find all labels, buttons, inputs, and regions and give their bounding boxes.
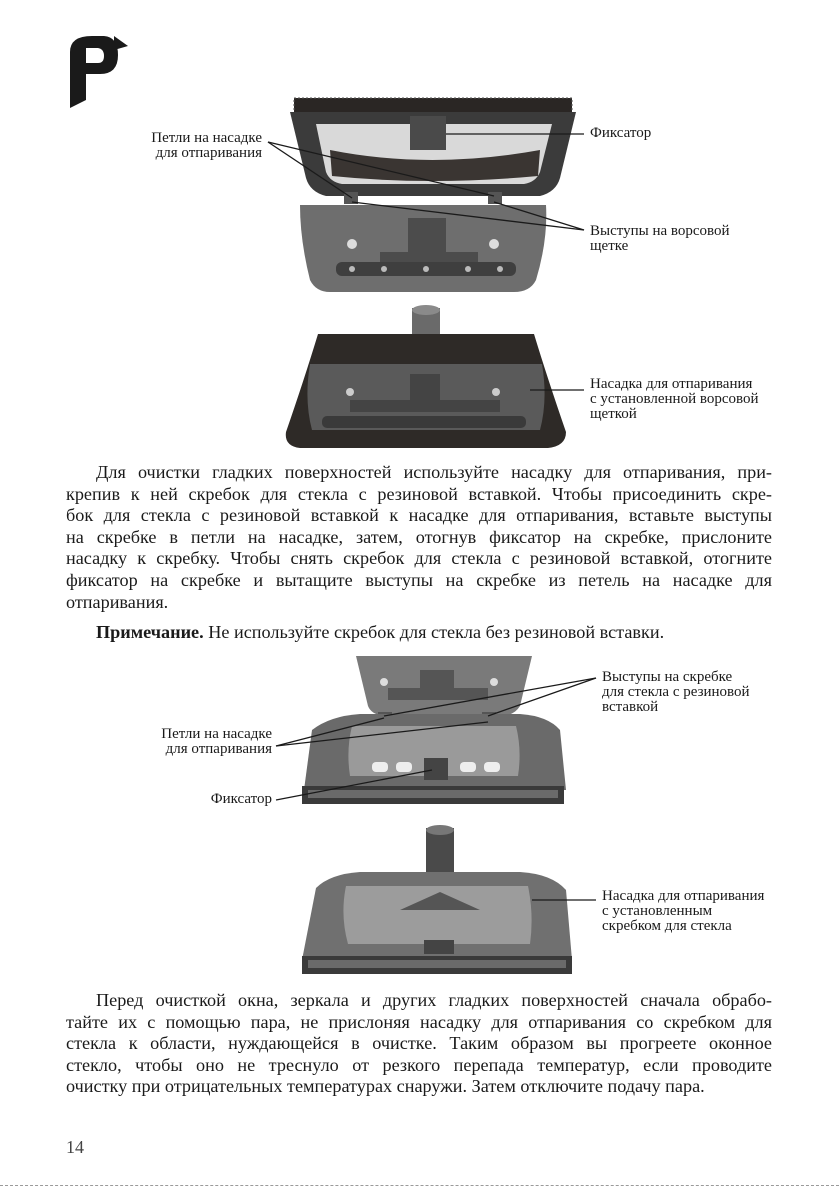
paragraph-attach-scraper xyxy=(66,462,772,613)
note-text: Не используйте скребок для стекла без резиновой вставки. xyxy=(203,622,665,642)
figure3-label-loops xyxy=(130,727,272,757)
figure1-label-loops-line1: Петли на насадке xyxy=(151,130,262,146)
paragraph1-line: на скребке в петли на насадке, затем, отогнув фиксатор на скребке, прислоните xyxy=(66,526,772,547)
brand-logo-icon xyxy=(70,36,128,108)
figure1-label-loops-line2: для отпаривания xyxy=(155,145,262,161)
figure3-label-tabs-line2: для стекла с резиновой xyxy=(602,684,750,700)
figure1-label-tabs xyxy=(590,224,730,254)
scraper-nozzle-photo-disassembled xyxy=(302,656,566,804)
brush-nozzle-photo-disassembled xyxy=(290,98,576,292)
paragraph2-line: тайте их с помощью пара, не прислоняя насадку для отпаривания со скребком для xyxy=(66,1011,772,1032)
figure3-label-tabs-line3: вставкой xyxy=(602,699,659,715)
figure4-label-assembled xyxy=(602,889,764,934)
paragraph2-line: Перед очисткой окна, зеркала и других гладких поверхностей сначала обрабо- xyxy=(96,990,772,1010)
figure2-label-assembled xyxy=(590,377,759,422)
figure2-label-line2: с установленной ворсовой xyxy=(590,391,759,407)
figure4-label-line1: Насадка для отпаривания xyxy=(602,888,765,904)
figure3-label-loops-line1: Петли на насадке xyxy=(161,726,272,742)
paragraph2-line: стекло, чтобы оно не треснуло от резкого перепада температур, если проводите xyxy=(66,1054,772,1075)
figure1-label-tabs-line1: Выступы на ворсовой xyxy=(590,223,730,239)
figure1-label-loops xyxy=(120,131,262,161)
figure3-label-loops-line2: для отпаривания xyxy=(165,741,272,757)
paragraph1-line: крепив к ней скребок для стекла с резиновой вставкой. Чтобы присоединить скре- xyxy=(66,483,772,504)
figure2-label-line3: щеткой xyxy=(590,406,637,422)
paragraph1-line: Для очистки гладких поверхностей используйте насадку для отпаривания, при- xyxy=(96,462,772,482)
paragraph2-line: очистку при отрицательных температурах снаружи. Затем отключите подачу пара. xyxy=(66,1076,705,1097)
figure3-label-tabs-line1: Выступы на скребке xyxy=(602,669,733,685)
figure1-label-latch: Фиксатор xyxy=(590,125,652,141)
figure4-label-line2: с установленным xyxy=(602,903,713,919)
paragraph1-line: бок для стекла с резиновой вставкой к насадке для отпаривания, вставьте выступы xyxy=(66,505,772,526)
paragraph1-line: отпаривания. xyxy=(66,591,169,612)
paragraph-preheat-glass xyxy=(66,990,772,1098)
paragraph1-line: фиксатор на скребке и вытащите выступы на скребке из петель на насадке для xyxy=(66,569,772,590)
note-label: Примечание. xyxy=(96,622,204,642)
page-number: 14 xyxy=(66,1137,84,1157)
scraper-nozzle-photo-assembled xyxy=(302,825,572,974)
paragraph2-line: стекла к области, нуждающейся в очистке. Таким образом вы прогреете оконное xyxy=(66,1033,772,1054)
figure3-label-latch: Фиксатор xyxy=(210,791,272,807)
brush-nozzle-photo-assembled xyxy=(286,305,566,448)
figure1-label-tabs-line2: щетке xyxy=(590,238,629,254)
figure3-label-tabs xyxy=(602,670,750,715)
note-paragraph xyxy=(96,622,664,644)
paragraph1-line: насадку к скребку. Чтобы снять скребок для стекла с резиновой вставкой, отогните xyxy=(66,548,772,569)
page-cut-line xyxy=(0,1185,839,1186)
figure2-label-line1: Насадка для отпаривания xyxy=(590,376,753,392)
figure4-label-line3: скребком для стекла xyxy=(602,918,732,934)
